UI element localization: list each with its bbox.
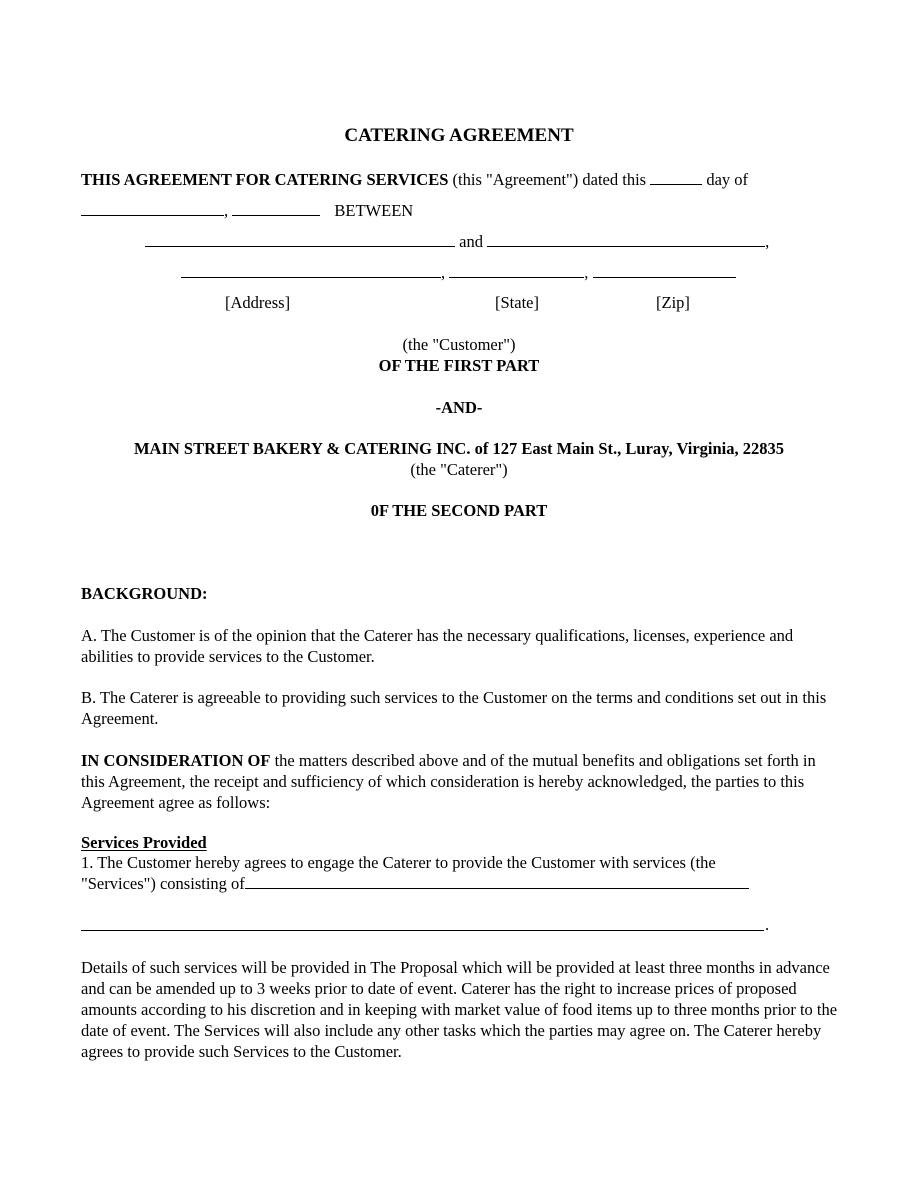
- address-label: [Address]: [225, 293, 291, 312]
- customer-second-blank[interactable]: [487, 232, 765, 247]
- customer-designation: (the "Customer"): [402, 335, 516, 354]
- between-text: BETWEEN: [334, 201, 414, 220]
- zip-blank[interactable]: [593, 263, 736, 278]
- customer-name-line: and ,: [145, 232, 769, 252]
- month-blank[interactable]: [81, 201, 224, 216]
- intro-bold: THIS AGREEMENT FOR CATERING SERVICES: [81, 170, 449, 189]
- document-title: CATERING AGREEMENT: [344, 125, 574, 146]
- services-line-1: 1. The Customer hereby agrees to engage the Caterer to provide the Customer with services (the: [81, 853, 716, 872]
- address-line: , ,: [181, 263, 736, 283]
- services-details-paragraph: Details of such services will be provided in The Proposal which will be provided at least three months in advance and can be amended up to 3 weeks prior to date of event. Caterer has the right to increase prices of proposed amounts according to his discretion and in keeping with market value of food items up to three months prior to the date of event. The Services will also include any other tasks which the parties may agree on. The Caterer hereby agrees to provide such Services to the Customer.: [81, 958, 838, 1061]
- intro-line: [81, 170, 748, 190]
- first-part-label: OF THE FIRST PART: [378, 356, 540, 375]
- state-label: [State]: [495, 293, 539, 312]
- year-blank[interactable]: [232, 201, 320, 216]
- customer-name-blank[interactable]: [145, 232, 455, 247]
- consideration-text: the matters described above and of the mutual benefits and obligations set forth in this Agreement, the receipt and sufficiency of which consideration is hereby acknowledged, the parties to this Agreement agree as follows:: [81, 751, 816, 812]
- date-between-line: , BETWEEN: [81, 201, 413, 221]
- address-blank[interactable]: [181, 263, 441, 278]
- intro-text: (this "Agreement") dated this: [448, 170, 647, 189]
- services-heading: Services Provided: [81, 833, 207, 852]
- day-of-text: day of: [706, 170, 749, 189]
- caterer-designation: (the "Caterer"): [410, 460, 508, 479]
- zip-label: [Zip]: [656, 293, 690, 312]
- second-part-label: 0F THE SECOND PART: [370, 501, 548, 520]
- services-blank-line-2[interactable]: [81, 930, 764, 931]
- and-text: and: [459, 232, 483, 251]
- background-item-a: A. The Customer is of the opinion that the Caterer has the necessary qualifications, licenses, experience and abilities to provide services to the Customer.: [81, 626, 794, 666]
- caterer-name-line: MAIN STREET BAKERY & CATERING INC. of 127 East Main St., Luray, Virginia, 22835: [133, 439, 785, 458]
- background-item-b: B. The Caterer is agreeable to providing such services to the Customer on the terms and conditions set out in this Agreement.: [81, 688, 827, 728]
- state-blank[interactable]: [449, 263, 584, 278]
- services-blank[interactable]: [245, 874, 749, 889]
- services-period: .: [765, 915, 770, 934]
- background-heading: BACKGROUND:: [81, 584, 208, 603]
- consideration-paragraph: [81, 750, 841, 813]
- services-consisting-of: "Services") consisting of: [81, 874, 245, 893]
- consideration-bold: IN CONSIDERATION OF: [81, 751, 271, 770]
- day-blank[interactable]: [650, 170, 702, 185]
- and-separator: -AND-: [435, 398, 483, 417]
- services-line-2: [81, 874, 749, 894]
